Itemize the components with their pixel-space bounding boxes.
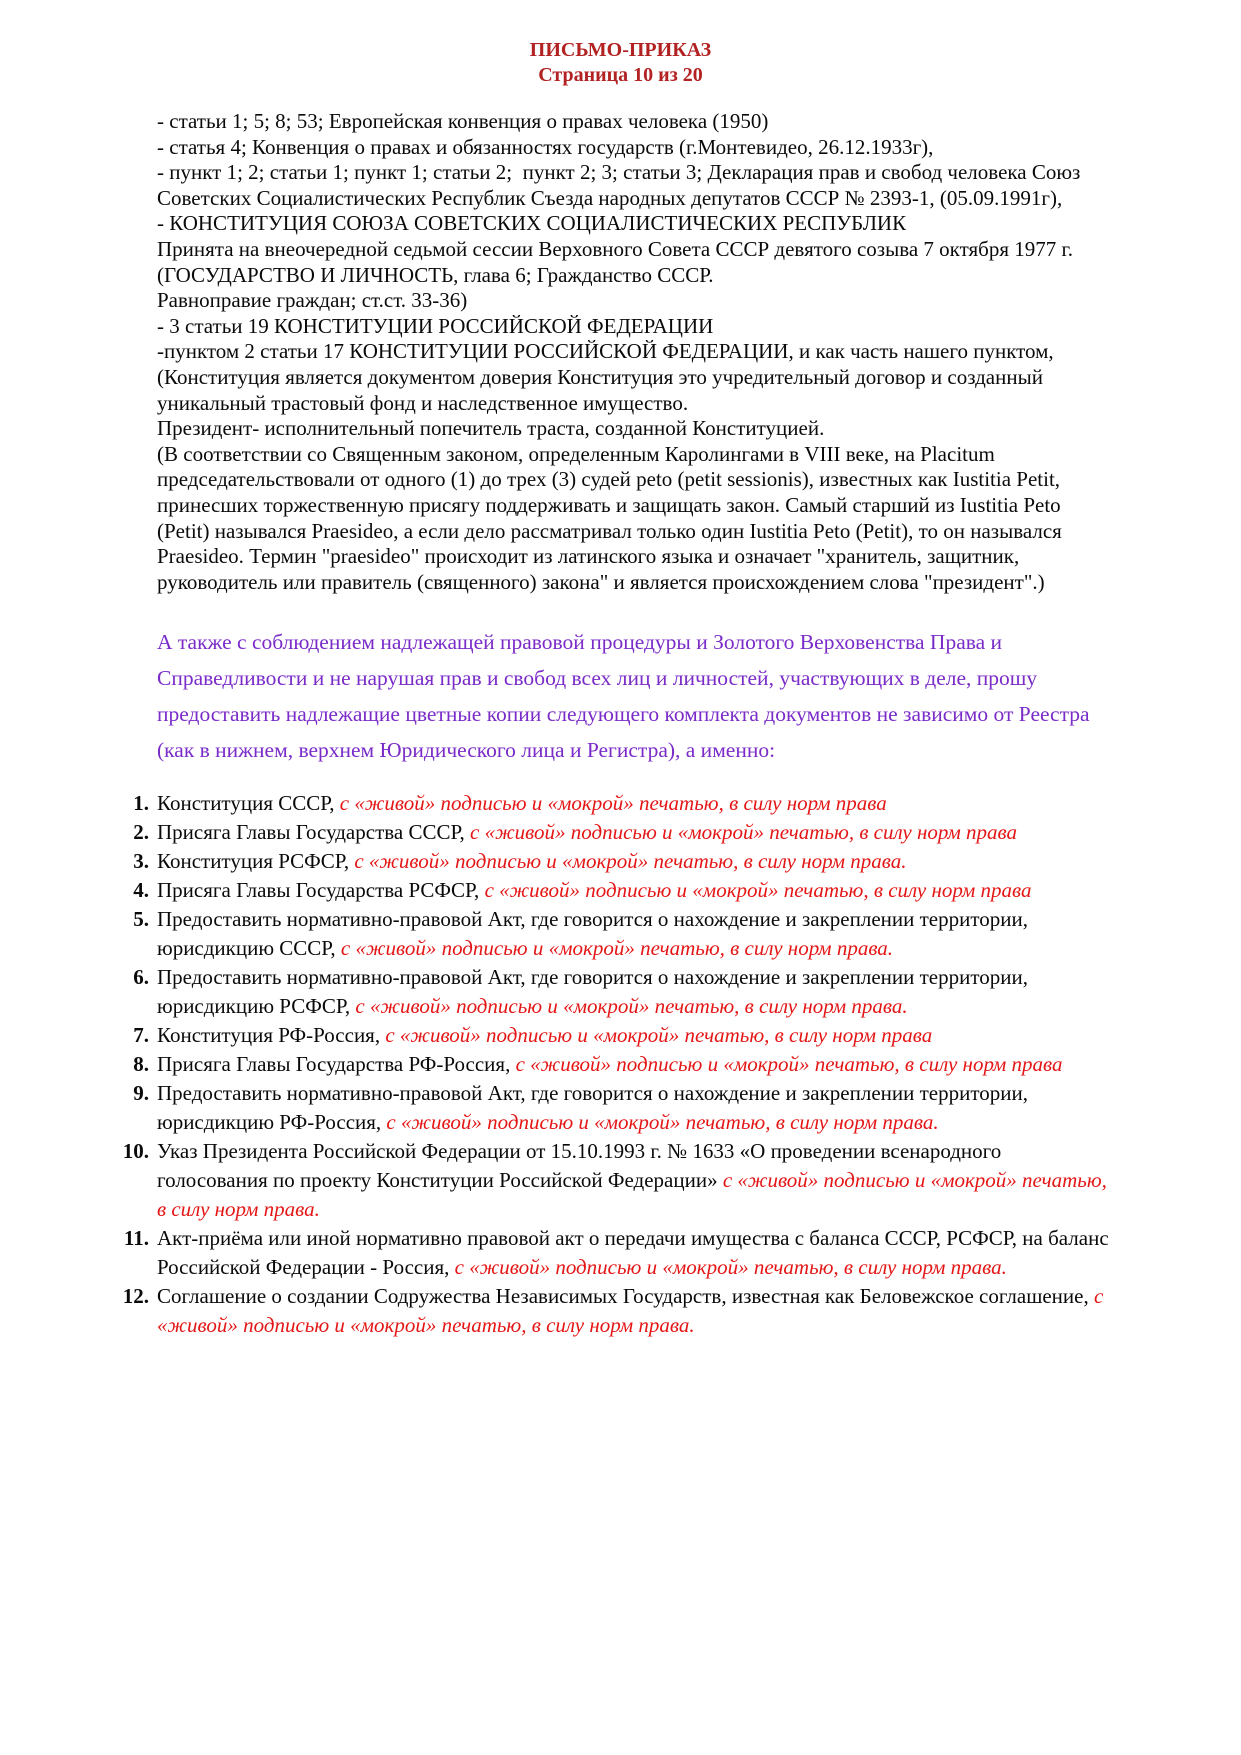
- legal-references-section: [157, 109, 1113, 595]
- list-item: [133, 876, 1113, 905]
- paragraph-line: Принята на внеочередной седьмой сессии Верховного Совета СССР девятого созыва 7 октября 1977 г.(ГОСУДАРСТВО И ЛИЧНОСТЬ, глава 6; Гражданство СССР.: [157, 236, 1073, 287]
- list-item-text: Присяга Главы Государства РСФСР,: [157, 878, 485, 903]
- list-item-red-text: с «живой» подписью и «мокрой» печатью, в силу норм права: [484, 878, 1032, 903]
- list-item: [133, 847, 1113, 876]
- page-indicator: Страница 10 из 20: [538, 64, 703, 86]
- list-item-number: 10.: [122, 1139, 149, 1164]
- list-item-text: Предоставить нормативно-правовой Акт, где говорится о нахождение и закреплении территории, юрисдикцию СССР,: [157, 907, 1034, 961]
- list-item-red-text: с «живой» подписью и «мокрой» печатью, в силу норм права.: [354, 849, 907, 874]
- list-item-red-text: с «живой» подписью и «мокрой» печатью, в силу норм права.: [386, 1110, 939, 1135]
- list-item-red-text: с «живой» подписью и «мокрой» печатью, в силу норм права.: [454, 1255, 1007, 1280]
- paragraph-line: - статьи 1; 5; 8; 53; Европейская конвенция о правах человека (1950): [157, 109, 769, 133]
- list-item-number: 12.: [122, 1284, 149, 1309]
- request-paragraph: А также с соблюдением надлежащей правовой процедуры и Золотого Верховенства Права и Справедливости и не нарушая прав и свобод всех лиц и личностей, участвующих в деле, прошу предоставить надлежащие цветные копии следующего комплекта документов не зависимо от Реестра (как в нижнем, верхнем Юридического лица и Регистра), а именно:: [157, 630, 1095, 763]
- list-item-number: 7.: [133, 1023, 149, 1048]
- list-item-number: 8.: [133, 1052, 149, 1077]
- list-item-number: 4.: [133, 878, 149, 903]
- list-item: [123, 1224, 1114, 1282]
- list-item: [133, 1079, 1113, 1137]
- list-item-number: 3.: [133, 849, 149, 874]
- paragraph-line: - пункт 1; 2; статьи 1; пункт 1; статьи 2; пункт 2; 3; статьи 3; Декларация прав и свобод человека Союз Советских Социалистических Республик Съезда народных депутатов СССР № 2393-1, (05.09.1991г),: [157, 160, 1086, 210]
- list-item: [133, 1021, 1113, 1050]
- list-item-number: 6.: [133, 965, 149, 990]
- list-item-number: 2.: [133, 820, 149, 845]
- list-item: [122, 1137, 1113, 1224]
- list-item-text: Указ Президента Российской Федерации от 15.10.1993 г. № 1633 «О проведении всенародного голосования по проекту Конституции Российской Федерации»: [157, 1139, 1007, 1193]
- list-item: [133, 1050, 1113, 1079]
- list-item-number: 1.: [133, 791, 149, 816]
- list-item: [133, 818, 1113, 847]
- list-item-red-text: с «живой» подписью и «мокрой» печатью, в силу норм права: [515, 1052, 1063, 1077]
- list-item-text: Акт-приёма или иной нормативно правовой акт о передачи имущества с баланса СССР, РСФСР, на баланс Российской Федерации - Россия,: [157, 1226, 1114, 1280]
- paragraph-line: - 3 статьи 19 КОНСТИТУЦИИ РОССИЙСКОЙ ФЕДЕРАЦИИ: [157, 313, 714, 338]
- paragraph-line: -пунктом 2 статьи 17 КОНСТИТУЦИИ РОССИЙСКОЙ ФЕДЕРАЦИИ, и как часть нашего пунктом, (Конституция является документом доверия Конституция это учредительный договор и созданный уникальный трастовый фонд и наследственное имущество.: [157, 339, 1059, 415]
- paragraph-line: - КОНСТИТУЦИЯ СОЮЗА СОВЕТСКИХ СОЦИАЛИСТИЧЕСКИХ РЕСПУБЛИК: [157, 211, 907, 236]
- list-item-red-text: с «живой» подписью и «мокрой» печатью, в силу норм права: [385, 1023, 933, 1048]
- document-title: ПИСЬМО-ПРИКАЗ: [529, 39, 712, 61]
- list-item-red-text: с «живой» подписью и «мокрой» печатью, в силу норм права.: [157, 1168, 1113, 1222]
- paragraph-line: - статья 4; Конвенция о правах и обязанностях государств (г.Монтевидео, 26.12.1933г),: [157, 134, 934, 159]
- list-item-red-text: с «живой» подписью и «мокрой» печатью, в силу норм права.: [355, 994, 908, 1019]
- document-body: [122, 109, 1114, 1340]
- list-item-text: Предоставить нормативно-правовой Акт, где говорится о нахождение и закреплении территории, юрисдикцию РФ-Россия,: [157, 1081, 1034, 1135]
- list-item-red-text: с «живой» подписью и «мокрой» печатью, в силу норм права: [470, 820, 1017, 845]
- list-item: [133, 905, 1113, 963]
- list-item-text: Конституция СССР,: [157, 791, 340, 816]
- list-item-red-text: с «живой» подписью и «мокрой» печатью, в силу норм права.: [340, 936, 894, 961]
- document-header: [0, 38, 1241, 88]
- list-item-red-text: с «живой» подписью и «мокрой» печатью, в силу норм права: [339, 791, 887, 816]
- list-item-text: Конституция РФ-Россия,: [157, 1023, 386, 1048]
- paragraph-line: (В соответствии со Священным законом, определенным Каролингами в VIII веке, на Placitum председательствовали от одного (1) до трех (3) судей peto (petit sessionis), известных как Iustitia Petit, принесших торжественную присягу поддерживать и защищать закон. Самый старший из Iustitia Peto (Petit) назывался Praesideo, а если дело рассматривал только один Iustitia Peto (Petit), то он назывался Praesideo. Термин "praesideo" происходит из латинского языка и означает "хранитель, защитник, руководитель или правитель (священного) закона" и является происхождением слова "президент".): [157, 441, 1068, 594]
- list-item: [122, 1282, 1113, 1340]
- paragraph-line: Президент- исполнительный попечитель траста, созданной Конституцией.: [157, 416, 825, 441]
- list-item-number: 5.: [133, 907, 149, 932]
- document-list: [122, 789, 1114, 1340]
- list-item: [133, 789, 1113, 818]
- list-item-number: 11.: [123, 1226, 149, 1251]
- list-item: [133, 963, 1113, 1021]
- paragraph-line: Равноправие граждан; ст.ст. 33-36): [157, 288, 468, 313]
- list-item-text: Соглашение о создании Содружества Независимых Государств, известная как Беловежское соглашение,: [157, 1284, 1094, 1309]
- list-item-red-text: с «живой» подписью и «мокрой» печатью, в силу норм права.: [157, 1284, 1109, 1338]
- list-item-text: Присяга Главы Государства СССР,: [157, 820, 471, 845]
- list-item-number: 9.: [133, 1081, 149, 1106]
- list-item-text: Присяга Главы Государства РФ-Россия,: [157, 1052, 516, 1077]
- list-item-text: Конституция РСФСР,: [157, 849, 355, 874]
- list-item-text: Предоставить нормативно-правовой Акт, где говорится о нахождение и закреплении территории, юрисдикцию РСФСР,: [157, 965, 1034, 1019]
